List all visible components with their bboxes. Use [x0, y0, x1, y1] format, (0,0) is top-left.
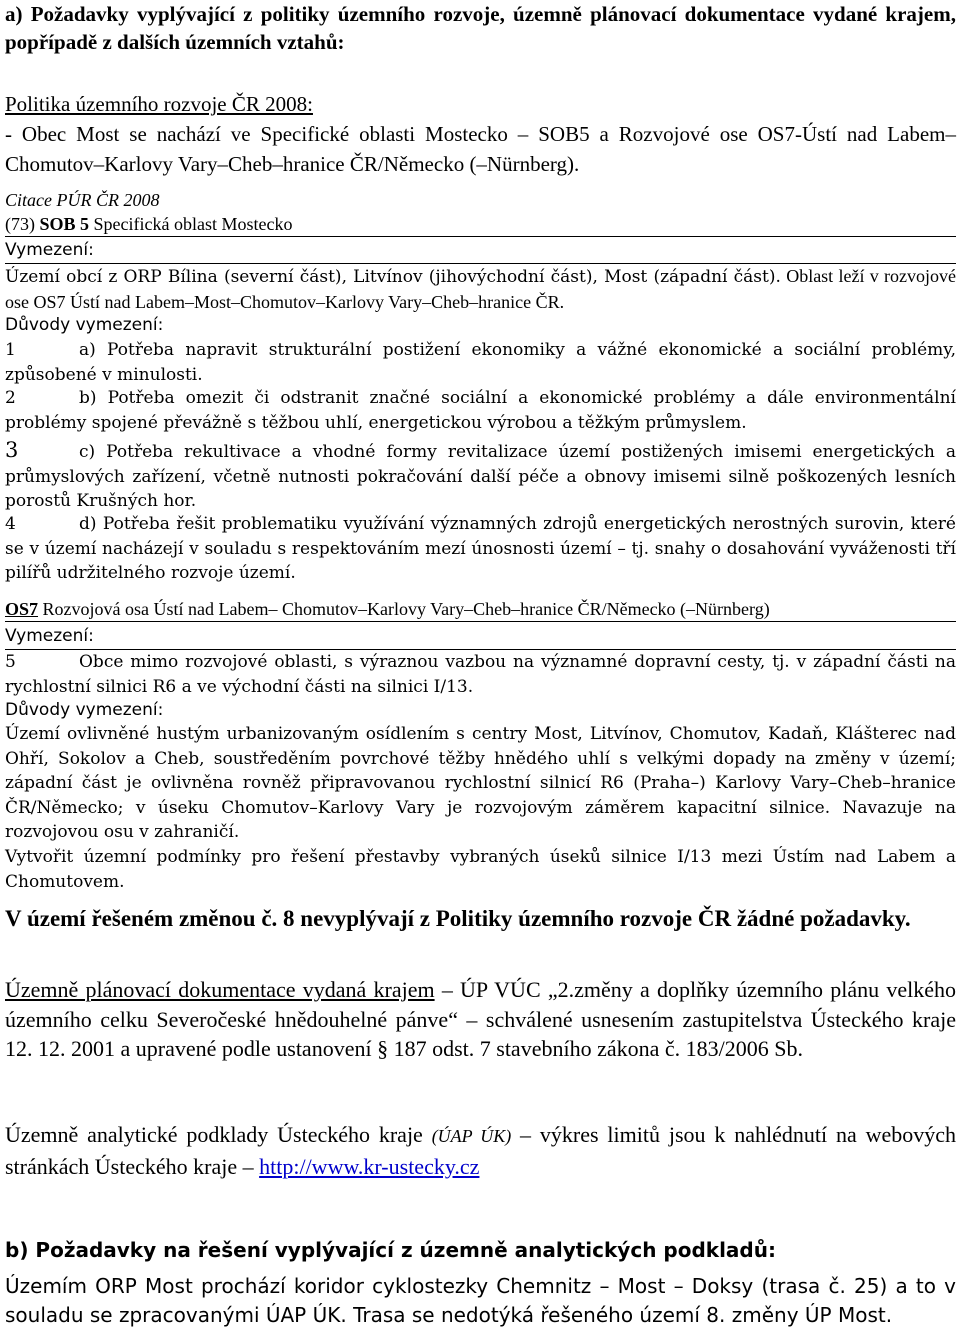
section-b-text: Územím ORP Most prochází koridor cyklostezky Chemnitz – Most – Doksy (trasa č. 25) a to v souladu se zpracovanými ÚAP ÚK. Trasa se nedotýká řešeného území 8. změny ÚP Most.	[5, 1274, 956, 1327]
reason-text: b) Potřeba omezit či odstranit značné sociální a ekonomické problémy a dále environmentální problémy spojené převážně s těžbou uhlí, energetickou výrobou a těžkým průmyslem.	[5, 388, 956, 433]
pur-title: Politika územního rozvoje ČR 2008:	[5, 92, 313, 116]
sob5-vymezeni-text-b: Oblast leží v rozvojové ose OS7 Ústí nad Labem–Most–Chomutov–Karlovy Vary–Cheb–hranice ČR.	[5, 266, 956, 312]
sob5-prefix: (73)	[5, 214, 40, 234]
citation-title: Citace PÚR ČR 2008	[5, 190, 160, 210]
uap-abbr: (ÚAP ÚK)	[431, 1126, 512, 1146]
reason-number: 4	[5, 514, 16, 534]
sob5-vymezeni-label: Vymezení:	[5, 238, 956, 264]
sob5-heading	[5, 212, 956, 237]
reason-item-2	[5, 386, 956, 435]
uap-text-b: – výkres limitů jsou k nahlédnutí na webových stránkách Ústeckého kraje –	[5, 1122, 956, 1179]
reason-item-3	[5, 438, 956, 514]
uap-text-a: Územně analytické podklady Ústeckého kraje	[5, 1122, 432, 1147]
os7-name: Rozvojová osa Ústí nad Labem– Chomutov–Karlovy Vary–Cheb–hranice ČR/Německo (–Nürnberg)	[38, 599, 770, 619]
os7-item-number: 5	[5, 652, 16, 672]
section-b-heading: b) Požadavky na řešení vyplývající z územně analytických podkladů:	[5, 1238, 776, 1262]
section-a-heading: a) Požadavky vyplývající z politiky územního rozvoje, územně plánovací dokumentace vydané krajem, popřípadě z dalších územních vztahů:	[5, 2, 956, 54]
reason-item-1	[5, 338, 956, 387]
sob5-vymezeni-text	[5, 264, 956, 315]
reason-text: c) Potřeba rekultivace a vhodné formy revitalizace území postižených imisemi energetických a průmyslových zařízení, včetně nutnosti pokračování další péče a obnovy imisemi silně poškozených lesních porostů Krušných hor.	[5, 442, 956, 511]
uap-paragraph	[5, 1120, 956, 1181]
pur-text: - Obec Most se nachází ve Specifické oblasti Mostecko – SOB5 a Rozvojové ose OS7-Ústí nad Labem– Chomutov–Karlovy Vary–Cheb–hranice ČR/Německo (–Nürnberg).	[5, 122, 956, 176]
upd-text: – ÚP VÚC „2.změny a doplňky územního plánu velkého územního celku Severočeské hnědouhelné pánve“ – schválené usnesením zastupitelstva Ústeckého kraje 12. 12. 2001 a upravené podle ustanovení § 187 odst. 7 stavebního zákona č. 183/2006 Sb.	[5, 977, 956, 1061]
reason-item-4	[5, 512, 956, 586]
sob5-name: Specifická oblast Mostecko	[89, 214, 293, 234]
conclusion-text: V území řešeném změnou č. 8 nevyplývají z Politiky územního rozvoje ČR žádné požadavky.	[5, 906, 911, 931]
os7-vymezeni-label: Vymezení:	[5, 624, 956, 650]
os7-duvody-text: Území ovlivněné hustým urbanizovaným osídlením s centry Most, Litvínov, Chomutov, Kadaň, Klášterec nad Ohří, Sokolov a Cheb, soustředěním povrchové těžby hnědého uhlí s velkými dopady na změny v území; západní část je ovlivněna rovněž připravovanou rychlostní silnicí R6 (Praha–) Karlovy Vary–Cheb–hranice ČR/Německo; v úseku Chomutov–Karlovy Vary je rozvojovým záměrem kapacitní silnice. Navazuje na rozvojovou osu v zahraničí.	[5, 724, 956, 842]
reason-number: 3	[5, 438, 19, 462]
uap-web-link[interactable]: http://www.kr-ustecky.cz	[259, 1153, 480, 1179]
os7-code: OS7	[5, 599, 39, 619]
os7-uloha-text: Vytvořit územní podmínky pro řešení přestavby vybraných úseků silnice I/13 mezi Ústím nad Labem a Chomutovem.	[5, 847, 956, 892]
sob5-code: SOB 5	[39, 214, 90, 234]
sob5-duvody-label: Důvody vymezení:	[5, 315, 164, 335]
os7-item-text: Obce mimo rozvojové oblasti, s výraznou vazbou na významné dopravní cesty, tj. v západní části na rychlostní silnici R6 a ve východní části na silnici I/13.	[5, 652, 956, 697]
upd-label: Územně plánovací dokumentace vydaná krajem	[5, 977, 435, 1002]
reason-number: 1	[5, 340, 16, 360]
reason-text: a) Potřeba napravit strukturální postižení ekonomiky a vážné ekonomické a sociální problémy, způsobené v minulosti.	[5, 340, 956, 385]
os7-item-5	[5, 650, 956, 699]
os7-duvody-label: Důvody vymezení:	[5, 700, 164, 720]
upd-paragraph	[5, 975, 956, 1064]
reason-number: 2	[5, 388, 16, 408]
sob5-vymezeni-text-a: Území obcí z ORP Bílina (severní část), Litvínov (jihovýchodní část), Most (západní část).	[5, 267, 781, 287]
reason-text: d) Potřeba řešit problematiku využívání významných zdrojů energetických nerostných surovin, které se v území nacházejí v souladu s respektováním mezí únosnosti území – tj. snahy o dosahování vyváženosti tří pilířů udržitelného rozvoje území.	[5, 514, 956, 583]
os7-heading	[5, 597, 956, 622]
